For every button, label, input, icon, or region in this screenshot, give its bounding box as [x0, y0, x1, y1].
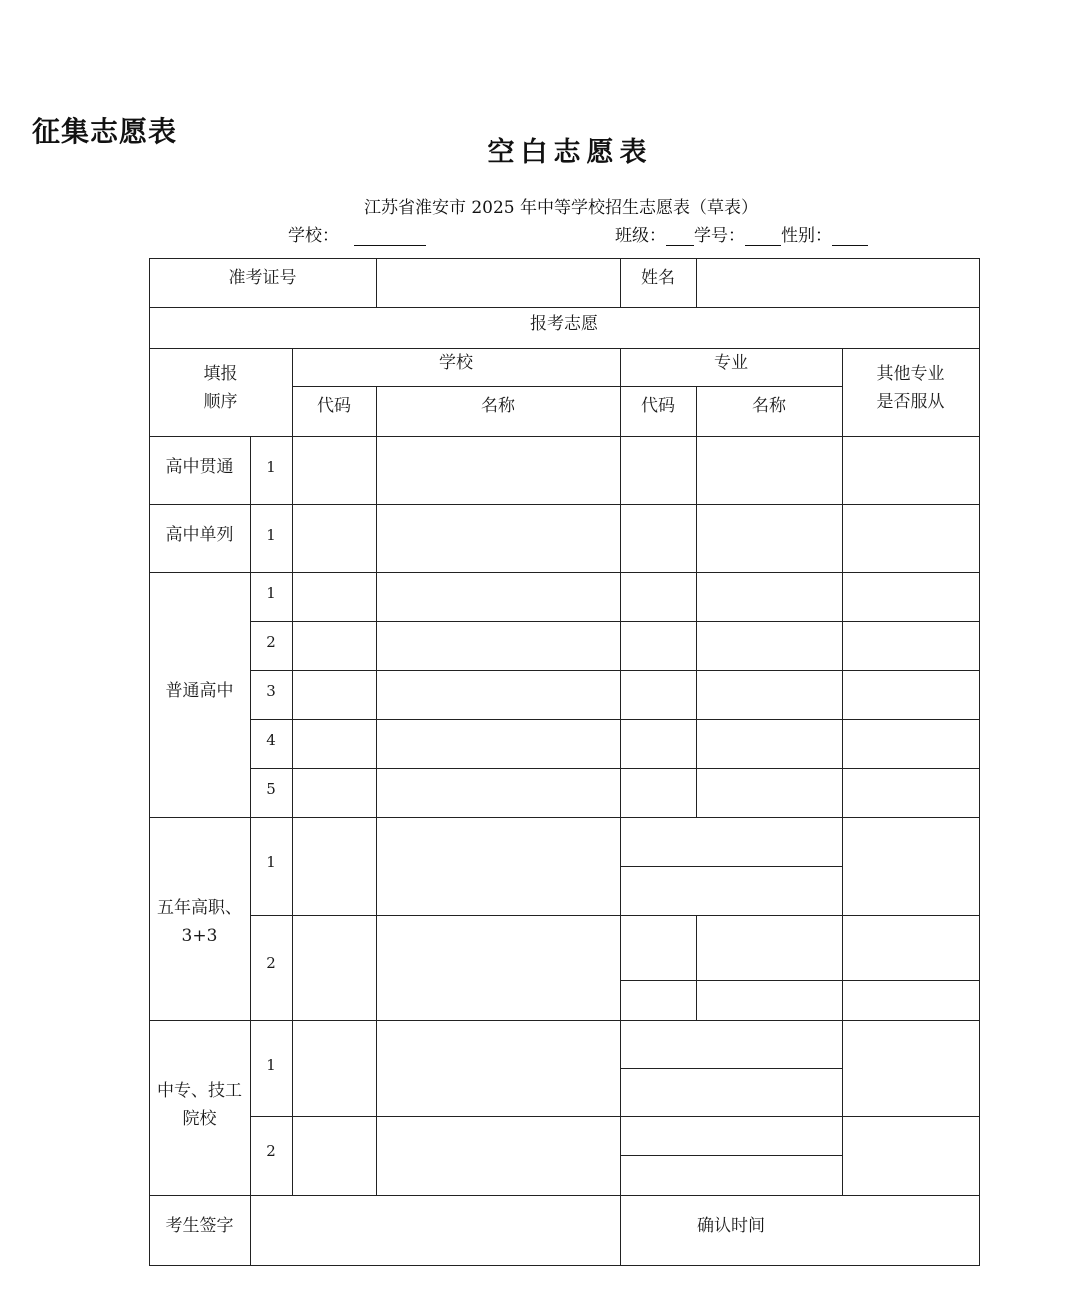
group-vocational-line2: 3+3: [181, 926, 218, 946]
class-blank[interactable]: [666, 227, 694, 246]
group-technical-line1: 中专、技工: [157, 1081, 242, 1101]
other-major-line1: 其他专业: [876, 364, 945, 384]
school-blank[interactable]: [354, 227, 426, 246]
order-number: 2: [266, 954, 276, 972]
group-general-highschool: 普通高中: [165, 681, 234, 701]
order-number: 1: [266, 1056, 276, 1074]
group-highschool-through: 高中贯通: [165, 457, 234, 477]
group-technical-line2: 院校: [182, 1109, 217, 1129]
major-name-header: 名称: [752, 396, 786, 416]
order-number: 1: [266, 853, 276, 871]
school-header: 学校: [439, 353, 473, 373]
order-number: 1: [266, 526, 276, 544]
student-no-label: 学号：: [694, 226, 745, 246]
exam-id-label: 准考证号: [228, 268, 297, 288]
school-label: 学校：: [288, 226, 339, 246]
class-label: 班级：: [615, 226, 666, 246]
order-number: 4: [266, 731, 276, 749]
signature-input[interactable]: [251, 1195, 620, 1265]
order-number: 1: [266, 584, 276, 602]
major-header: 专业: [714, 353, 748, 373]
name-label: 姓名: [641, 268, 675, 288]
school-field: [288, 221, 426, 246]
confirm-time-input[interactable]: [843, 1195, 979, 1265]
order-number: 1: [266, 458, 276, 476]
section-title: 报考志愿: [530, 314, 598, 334]
gender-label: 性别：: [781, 226, 832, 246]
main-title: 空白志愿表: [487, 137, 653, 168]
school-name-header: 名称: [481, 396, 515, 416]
confirm-time-label: 确认时间: [697, 1216, 765, 1236]
gender-blank[interactable]: [832, 227, 868, 246]
school-code-header: 代码: [317, 396, 351, 416]
order-number: 2: [266, 633, 276, 651]
group-technical: [149, 1020, 250, 1190]
student-no-blank[interactable]: [745, 227, 781, 246]
order-number: 2: [266, 1142, 276, 1160]
name-input[interactable]: [697, 258, 979, 307]
order-number: 5: [266, 780, 276, 798]
corner-title: 征集志愿表: [32, 115, 178, 148]
order-header: [149, 360, 292, 416]
other-major-header: [842, 360, 979, 416]
group-vocational: [149, 817, 250, 1027]
group-highschool-single: 高中单列: [165, 525, 234, 545]
other-major-line2: 是否服从: [876, 392, 945, 412]
order-header-line2: 顺序: [203, 392, 238, 412]
major-code-header: 代码: [641, 396, 675, 416]
form-subtitle: 江苏省淮安市 2025 年中等学校招生志愿表（草表）: [363, 198, 759, 218]
order-header-line1: 填报: [203, 364, 238, 384]
group-vocational-line1: 五年高职、: [157, 898, 242, 918]
signature-label: 考生签字: [165, 1216, 234, 1236]
student-info-fields: [615, 221, 868, 246]
exam-id-input[interactable]: [377, 258, 620, 307]
order-number: 3: [266, 682, 276, 700]
